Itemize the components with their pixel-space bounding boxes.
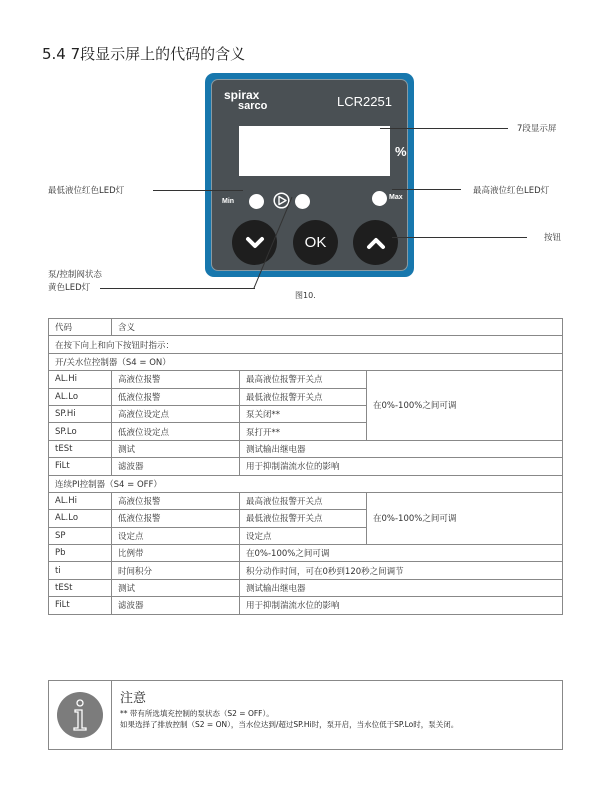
note-line2: 如果选择了排放控制（S2 = ON），当水位达到/超过SP.Hi时，泵开启，当水位低于SP.Lo时，泵关闭。 [120, 720, 459, 729]
table-header-row [49, 319, 563, 336]
section-title: 5.4 7段显示屏上的代码的含义 [42, 45, 246, 63]
row-desc: 在0%-100%之间可调 [240, 545, 563, 562]
row-desc: 最低液位报警开关点 [240, 388, 367, 405]
table-row [49, 458, 563, 475]
instruction-text: 在按下向上和向下按钮时指示： [49, 336, 563, 353]
row-name: 高液位报警 [112, 371, 240, 388]
max-led-annotation: 最高液位红色LED灯 [473, 186, 550, 196]
row-desc: 测试输出继电器 [240, 440, 563, 457]
display-annotation: 7段显示屏 [517, 124, 557, 134]
header-meaning: 含义 [112, 319, 563, 336]
group2-title: 连续PI控制器（S4 = OFF） [49, 475, 563, 492]
row-code: tESt [49, 440, 112, 457]
model-label: LCR2251 [337, 94, 392, 109]
row-desc: 最高液位报警开关点 [240, 492, 367, 509]
figure-caption: 图10. [295, 291, 316, 300]
note-text [120, 708, 555, 730]
row-name: 比例带 [112, 545, 240, 562]
max-led [372, 191, 387, 206]
note-icon-cell [49, 681, 112, 749]
min-label: Min [222, 198, 235, 205]
min-led-annotation: 最低液位红色LED灯 [48, 186, 125, 196]
group2-title-row [49, 475, 563, 492]
buttons-callout-line [392, 237, 527, 238]
row-name: 高液位报警 [112, 492, 240, 509]
table-row [49, 492, 563, 509]
row-code: SP.Hi [49, 405, 112, 422]
pump-led [295, 194, 310, 209]
row-code: tESt [49, 579, 112, 596]
row-name: 滤波器 [112, 597, 240, 614]
buttons-annotation: 按钮 [544, 233, 562, 243]
ok-button[interactable]: OK [293, 220, 338, 265]
percent-symbol: % [395, 144, 407, 159]
row-name: 滤波器 [112, 458, 240, 475]
group1-title: 开/关水位控制器（S4 = ON） [49, 353, 563, 370]
seven-segment-display [239, 126, 390, 176]
table-row [49, 371, 563, 388]
row-desc: 用于抑制湍流水位的影响 [240, 458, 563, 475]
up-button[interactable] [353, 220, 398, 265]
chevron-up-icon [366, 236, 386, 250]
max-led-callout-line [392, 189, 461, 190]
row-desc: 泵打开** [240, 423, 367, 440]
row-name: 低液位设定点 [112, 423, 240, 440]
row-code: FiLt [49, 458, 112, 475]
pump-led-callout-line-diag [250, 195, 295, 290]
note-line1: ** 带有所选填充控制的泵状态（S2 = OFF）。 [120, 709, 274, 718]
brand-logo [224, 90, 267, 112]
lcr2251-device-figure [205, 73, 414, 277]
row-name: 测试 [112, 440, 240, 457]
row-desc: 最高液位报警开关点 [240, 371, 367, 388]
row-code: AL.Lo [49, 388, 112, 405]
brand-line2: sarco [238, 100, 268, 112]
row-desc: 最低液位报警开关点 [240, 510, 367, 527]
note-box [48, 680, 563, 750]
group2-range-note: 在0%-100%之间可调 [367, 492, 563, 544]
row-code: AL.Hi [49, 371, 112, 388]
table-row [49, 579, 563, 596]
code-meaning-table [48, 318, 563, 615]
row-code: SP [49, 527, 112, 544]
row-desc: 积分动作时间，可在0秒到120秒之间调节 [240, 562, 563, 579]
row-name: 低液位报警 [112, 388, 240, 405]
row-code: SP.Lo [49, 423, 112, 440]
row-name: 测试 [112, 579, 240, 596]
table-instruction-row [49, 336, 563, 353]
pump-led-annotation-line2: 黄色LED灯 [48, 283, 91, 293]
header-code: 代码 [49, 319, 112, 336]
row-name: 高液位设定点 [112, 405, 240, 422]
row-code: Pb [49, 545, 112, 562]
table-row [49, 562, 563, 579]
min-led-callout-line [153, 190, 243, 191]
pump-led-callout-line-h [100, 288, 255, 289]
table-row [49, 545, 563, 562]
row-code: AL.Lo [49, 510, 112, 527]
row-code: ti [49, 562, 112, 579]
row-desc: 设定点 [240, 527, 367, 544]
row-desc: 测试输出继电器 [240, 579, 563, 596]
row-desc: 用于抑制湍流水位的影响 [240, 597, 563, 614]
device-panel [211, 79, 408, 271]
row-name: 低液位报警 [112, 510, 240, 527]
display-callout-line [380, 128, 508, 129]
max-label: Max [389, 194, 403, 201]
group1-title-row [49, 353, 563, 370]
note-title: 注意 [120, 691, 147, 706]
table-row [49, 597, 563, 614]
table-row [49, 440, 563, 457]
row-code: AL.Hi [49, 492, 112, 509]
row-desc: 泵关闭** [240, 405, 367, 422]
row-name: 设定点 [112, 527, 240, 544]
row-code: FiLt [49, 597, 112, 614]
brand-line1: spirax [224, 88, 260, 102]
info-icon [57, 692, 103, 738]
group1-range-note: 在0%-100%之间可调 [367, 371, 563, 441]
row-name: 时间积分 [112, 562, 240, 579]
pump-led-annotation-line1: 泵/控制阀状态 [48, 270, 102, 280]
